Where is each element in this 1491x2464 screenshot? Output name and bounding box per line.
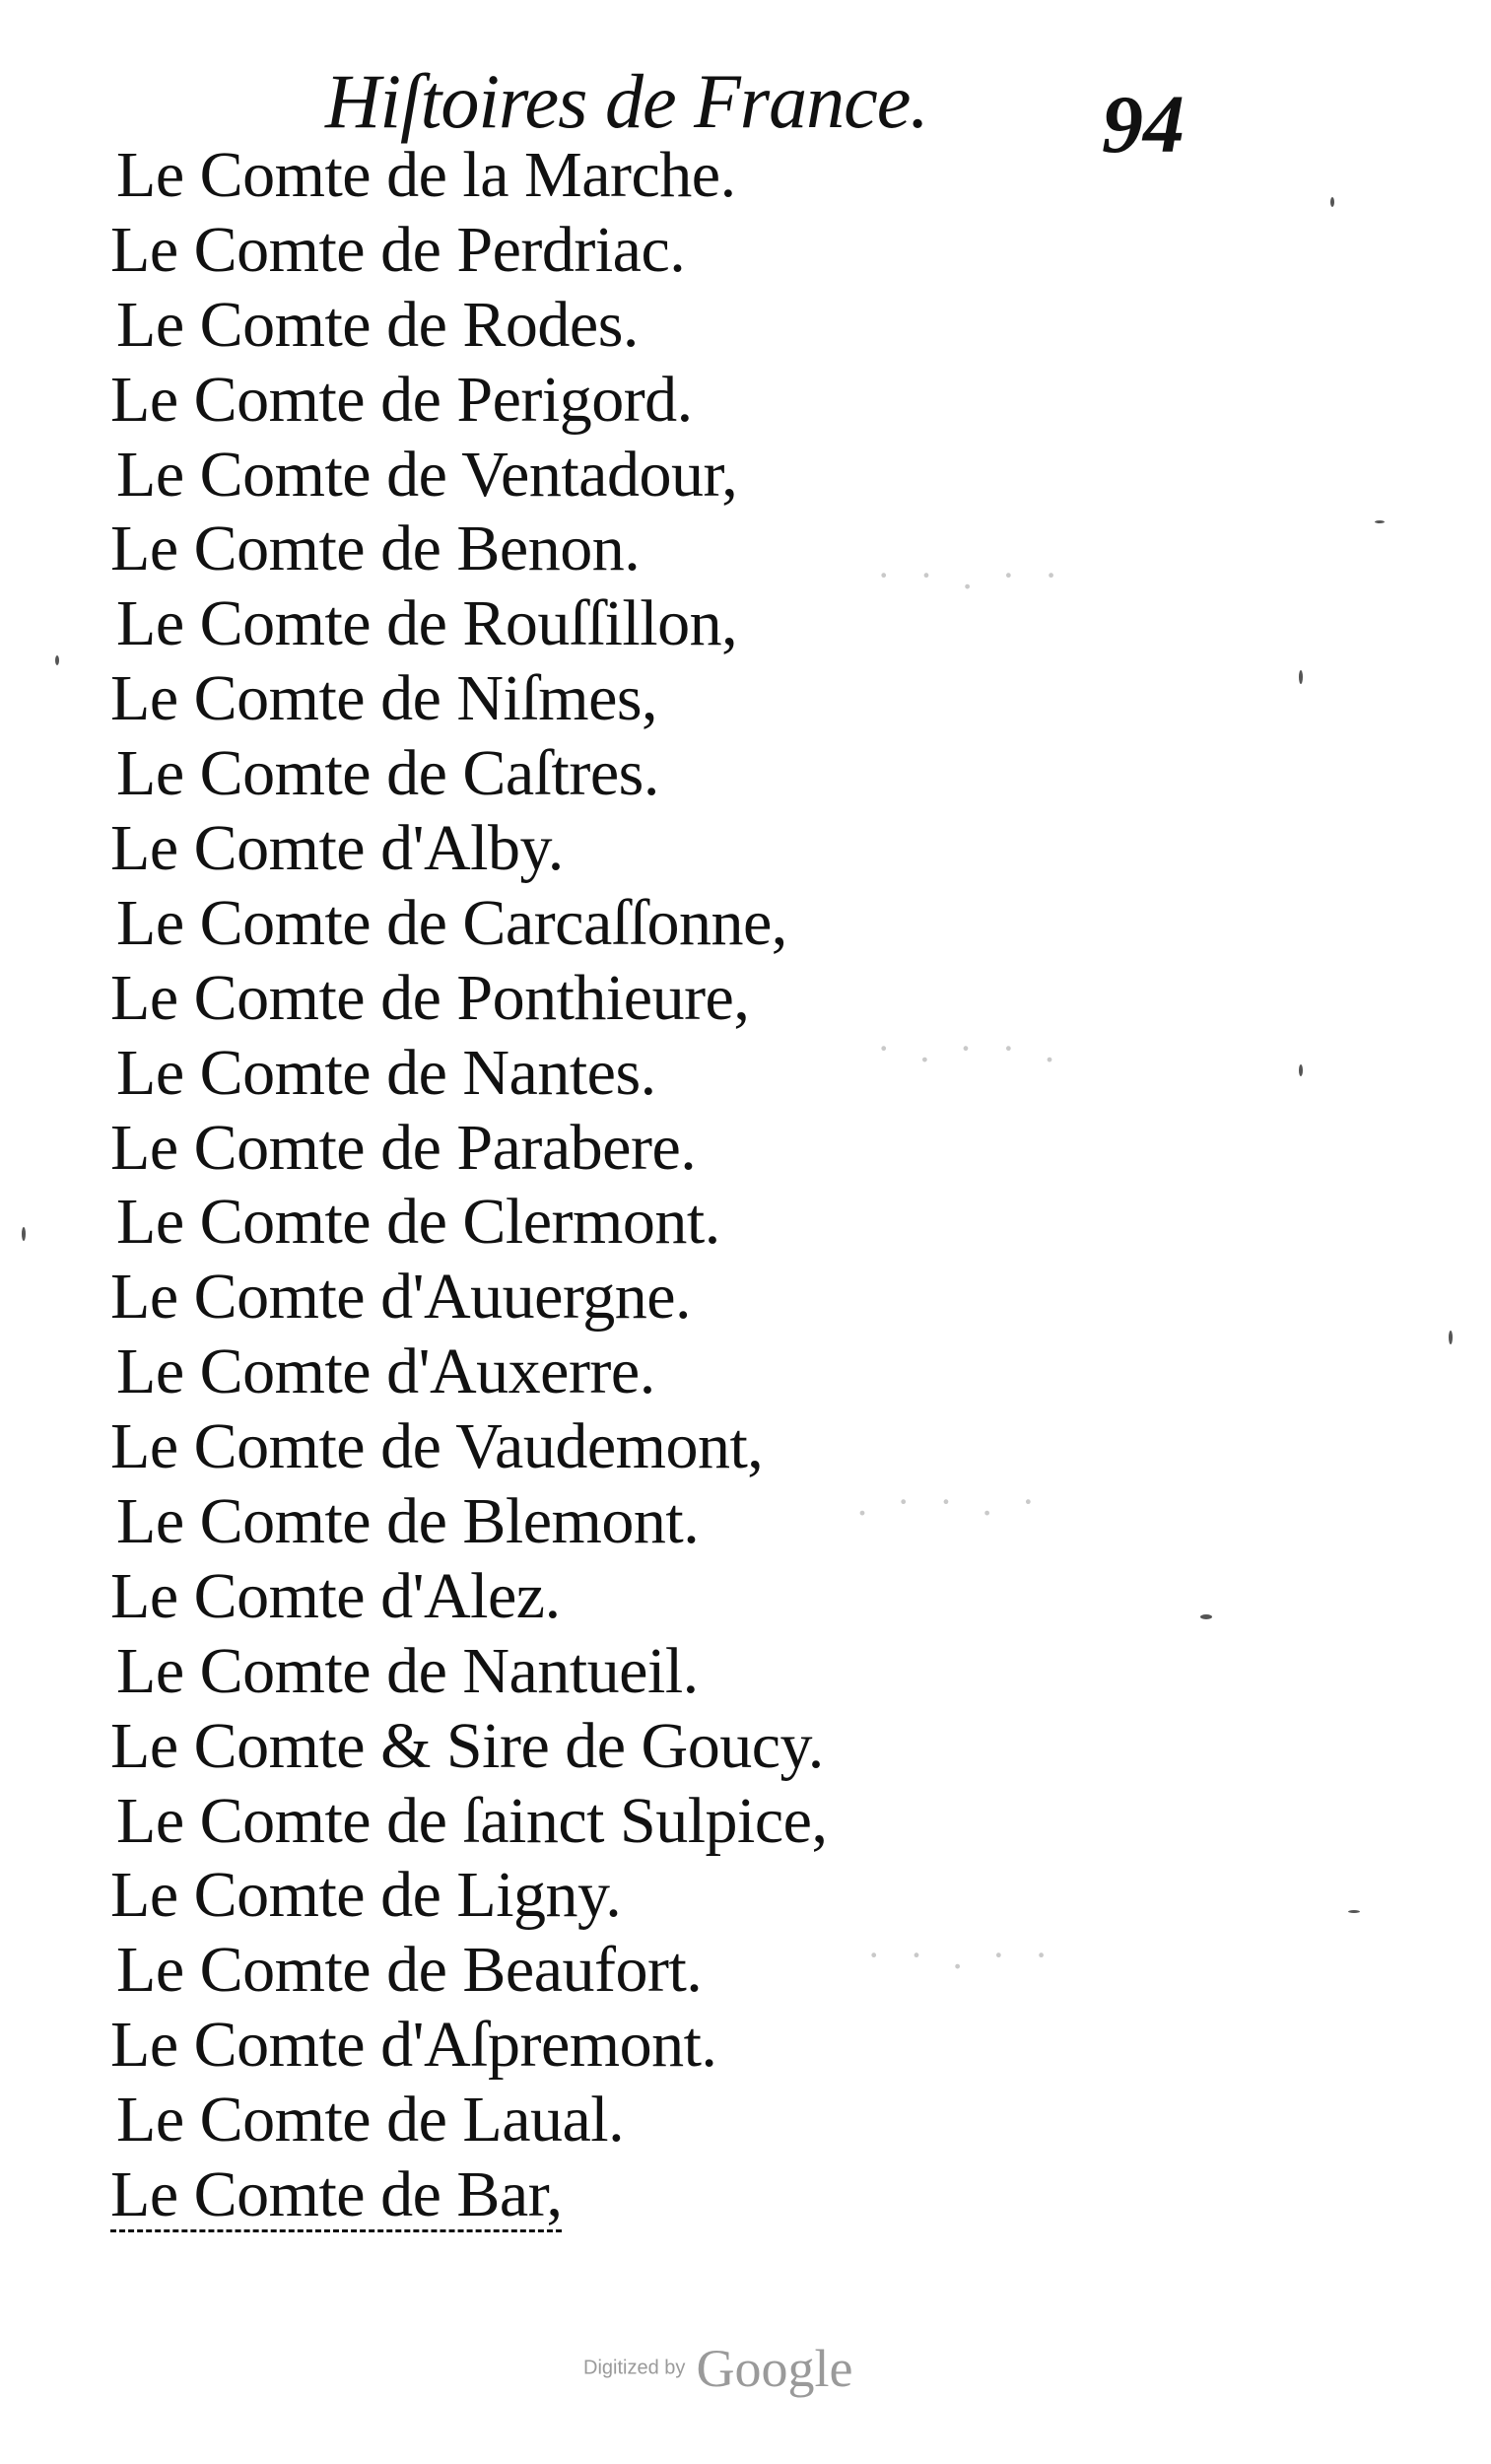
google-logo: Google <box>696 2339 853 2398</box>
list-item: Le Comte de Blemont. <box>116 1485 700 1558</box>
list-item: Le Comte de Carcaſſonne, <box>116 886 787 959</box>
page-number: 94 <box>1102 79 1185 171</box>
list-item: Le Comte de Ponthieure, <box>110 961 750 1034</box>
list-item: Le Comte de Beaufort. <box>116 1934 703 2007</box>
list-item: Le Comte de Nantueil. <box>116 1634 699 1707</box>
ink-speck <box>1449 1331 1453 1344</box>
ink-speck <box>1200 1614 1212 1619</box>
list-item: Le Comte de Benon. <box>110 513 641 585</box>
running-head: Hiſtoires de France. <box>325 58 928 144</box>
list-item: Le Comte de Nantes. <box>116 1036 656 1109</box>
ink-speck <box>22 1227 26 1241</box>
show-through-texture: · . · · . <box>847 1479 1035 1524</box>
ink-speck <box>1330 197 1334 207</box>
list-item: Le Comte de ſainct Sulpice, <box>116 1784 828 1857</box>
list-item: Le Comte de Bar, <box>110 2158 563 2231</box>
list-item: Le Comte d'Auuergne. <box>110 1261 692 1334</box>
ink-speck <box>1299 1064 1303 1076</box>
list-item: Le Comte de Clermont. <box>116 1186 720 1259</box>
list-item: Le Comte de la Marche. <box>116 139 736 211</box>
show-through-texture: . · · . · <box>867 1026 1054 1070</box>
digitized-by-label: Digitized by <box>583 2357 686 2379</box>
list-item: Le Comte d'Auxerre. <box>116 1335 655 1408</box>
list-item: Le Comte d'Alez. <box>110 1559 561 1632</box>
list-item: Le Comte de Caſtres. <box>116 737 659 810</box>
list-item: Le Comte de Parabere. <box>110 1111 697 1184</box>
entry-list <box>110 138 827 2232</box>
show-through-texture: · · . · · <box>857 1933 1049 1977</box>
ink-speck <box>1299 670 1303 684</box>
ink-speck <box>1375 520 1385 523</box>
digitization-credit <box>583 2338 852 2399</box>
list-item: Le Comte de Rodes. <box>116 288 639 361</box>
list-item: Le Comte de Niſmes, <box>110 662 658 735</box>
list-item: Le Comte de Perdriac. <box>110 213 686 286</box>
list-item: Le Comte d'Aſpremont. <box>110 2009 717 2082</box>
list-item: Le Comte de Laual. <box>116 2084 625 2156</box>
list-item: Le Comte de Vaudemont, <box>110 1410 764 1483</box>
show-through-texture: · · . · · <box>867 553 1058 597</box>
list-item: Le Comte de Perigord. <box>110 363 693 436</box>
list-item: Le Comte d'Alby. <box>110 812 564 885</box>
list-item: Le Comte de Rouſſillon, <box>116 587 738 660</box>
ink-speck <box>1348 1910 1360 1913</box>
ink-speck <box>55 655 59 665</box>
list-item: Le Comte de Ventadour, <box>116 438 738 511</box>
list-item: Le Comte & Sire de Goucy. <box>110 1709 824 1782</box>
list-item: Le Comte de Ligny. <box>110 1859 622 1932</box>
